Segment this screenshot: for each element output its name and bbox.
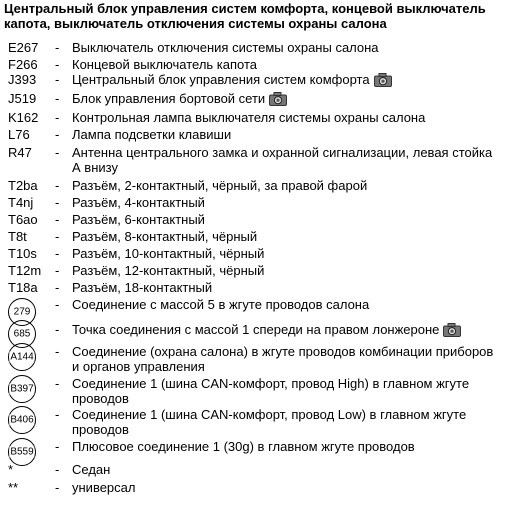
- separator-dash: -: [55, 110, 60, 125]
- component-description: Соединение 1 (шина CAN-комфорт, провод Low) в главном жгуте проводов: [72, 407, 467, 437]
- component-code: K162: [8, 110, 39, 125]
- connection-point-code: B397: [10, 383, 34, 395]
- component-description: [72, 91, 504, 106]
- component-code: F266: [8, 57, 38, 72]
- legend-title: Центральный блок управления систем комфорта, концевой выключатель капота, выключатель отключения системы охраны салона: [4, 1, 486, 31]
- component-description: Соединение с массой 5 в жгуте проводов салона: [72, 297, 370, 312]
- component-description: Контрольная лампа выключателя системы охраны салона: [72, 110, 426, 125]
- component-code: J519: [8, 91, 37, 106]
- component-description: [72, 72, 504, 87]
- separator-dash: -: [55, 439, 60, 454]
- component-description: Концевой выключатель капота: [72, 57, 258, 72]
- camera-icon[interactable]: [374, 73, 392, 87]
- separator-dash: -: [55, 462, 60, 477]
- component-code: T10s: [8, 246, 37, 261]
- component-code: T8t: [8, 229, 27, 244]
- ground-point-code: 279: [13, 306, 31, 318]
- separator-dash: -: [55, 57, 60, 72]
- component-description: Соединение 1 (шина CAN-комфорт, провод High) в главном жгуте проводов: [72, 376, 470, 406]
- component-code: R47: [8, 145, 32, 160]
- camera-icon[interactable]: [269, 92, 287, 106]
- connection-point-marker: [8, 343, 36, 371]
- separator-dash: -: [55, 40, 60, 55]
- component-code: T2ba: [8, 178, 38, 193]
- separator-dash: -: [55, 91, 60, 106]
- footnote-text: универсал: [72, 480, 136, 495]
- footnote-text: Седан: [72, 462, 111, 477]
- component-description: Разъём, 2-контактный, чёрный, за правой фарой: [72, 178, 368, 193]
- separator-dash: -: [55, 246, 60, 261]
- separator-dash: -: [55, 322, 60, 337]
- component-code: L76: [8, 127, 30, 142]
- separator-dash: -: [55, 376, 60, 391]
- component-description: Разъём, 10-контактный, чёрный: [72, 246, 265, 261]
- separator-dash: -: [55, 72, 60, 87]
- footnote-marker: **: [8, 480, 19, 495]
- separator-dash: -: [55, 280, 60, 295]
- separator-dash: -: [55, 127, 60, 142]
- connection-point-code: A144: [10, 351, 34, 363]
- separator-dash: -: [55, 195, 60, 210]
- separator-dash: -: [55, 344, 60, 359]
- separator-dash: -: [55, 297, 60, 312]
- component-code: T4nj: [8, 195, 34, 210]
- component-description: [72, 322, 504, 337]
- connection-point-code: B559: [10, 446, 34, 458]
- component-code: T18a: [8, 280, 38, 295]
- ground-point-code: 685: [13, 328, 31, 340]
- separator-dash: -: [55, 178, 60, 193]
- component-description: Лампа подсветки клавиши: [72, 127, 232, 142]
- separator-dash: -: [55, 145, 60, 160]
- component-description: Соединение (охрана салона) в жгуте проводов комбинации приборов и органов управления: [72, 344, 494, 374]
- component-description: Разъём, 4-контактный: [72, 195, 205, 210]
- component-description: Разъём, 6-контактный: [72, 212, 205, 227]
- component-description: Разъём, 18-контактный: [72, 280, 213, 295]
- connection-point-marker: [8, 375, 36, 403]
- component-code: T12m: [8, 263, 42, 278]
- component-code: E267: [8, 40, 39, 55]
- separator-dash: -: [55, 212, 60, 227]
- component-description: Антенна центрального замка и охранной сигнализации, левая стойка А внизу: [72, 145, 493, 175]
- footnote-marker: *: [8, 462, 14, 477]
- camera-icon[interactable]: [443, 323, 461, 337]
- component-code: J393: [8, 72, 37, 87]
- component-description: Разъём, 8-контактный, чёрный: [72, 229, 258, 244]
- description-text: Блок управления бортовой сети: [72, 91, 266, 106]
- connection-point-code: B406: [10, 414, 34, 426]
- component-description: Плюсовое соединение 1 (30g) в главном жгуте проводов: [72, 439, 415, 454]
- connection-point-marker: [8, 406, 36, 434]
- component-code: T6ao: [8, 212, 38, 227]
- description-text: Центральный блок управления систем комфорта: [72, 72, 370, 87]
- description-text: Точка соединения с массой 1 спереди на правом лонжероне: [72, 322, 440, 337]
- separator-dash: -: [55, 229, 60, 244]
- separator-dash: -: [55, 480, 60, 495]
- component-description: Выключатель отключения системы охраны салона: [72, 40, 379, 55]
- component-description: Разъём, 12-контактный, чёрный: [72, 263, 265, 278]
- separator-dash: -: [55, 407, 60, 422]
- separator-dash: -: [55, 263, 60, 278]
